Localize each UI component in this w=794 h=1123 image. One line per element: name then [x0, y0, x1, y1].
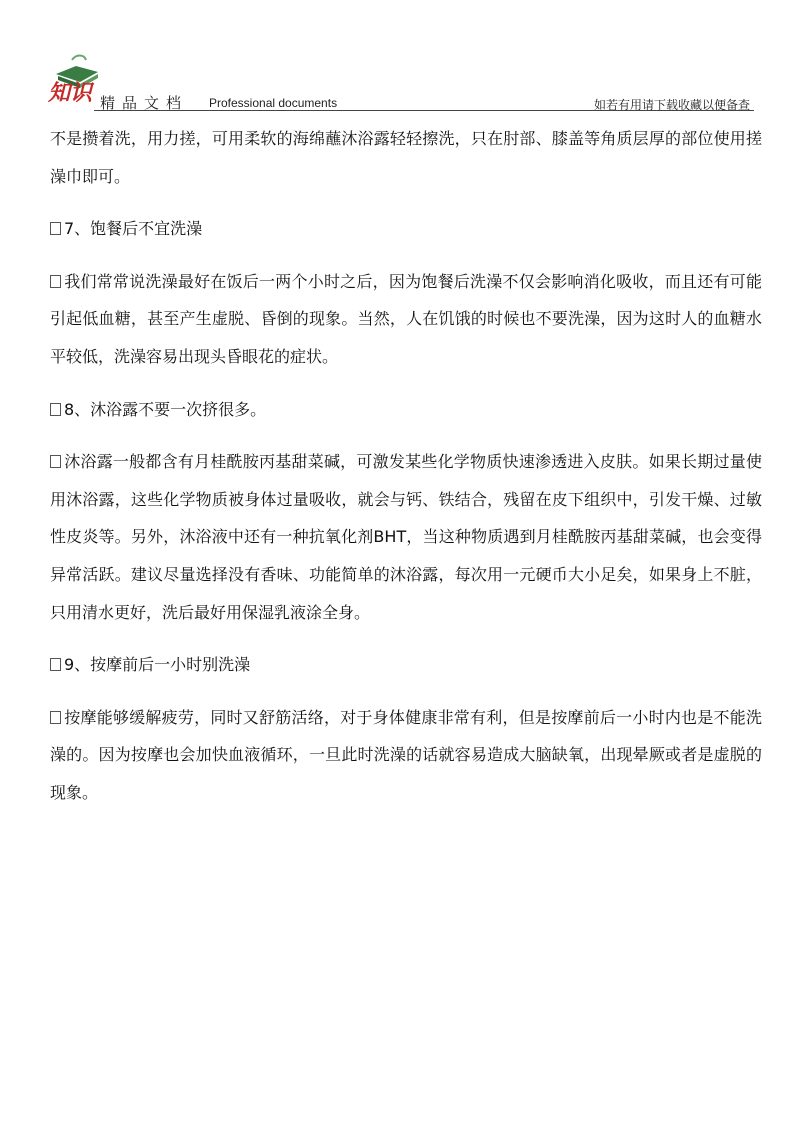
section-heading	[50, 646, 762, 684]
bullet-box-icon	[50, 403, 61, 416]
page-header	[40, 40, 754, 112]
document-body	[50, 120, 762, 827]
section-heading	[50, 391, 762, 429]
bullet-box-icon	[50, 275, 61, 288]
paragraph	[50, 120, 762, 195]
heading-text: 7、饱餐后不宜洗澡	[64, 219, 203, 239]
paragraph-text: 我们常常说洗澡最好在饭后一两个小时之后，因为饱餐后洗澡不仅会影响消化吸收，而且还有可能引起低血糖，甚至产生虚脱、昏倒的现象。当然，人在饥饿的时候也不要洗澡，因为这时人的血糖水平较低，洗澡容易出现头昏眼花的症状。	[50, 271, 762, 366]
logo-book-icon	[46, 52, 108, 104]
paragraph-text: 不是攒着洗，用力搓，可用柔软的海绵蘸沐浴露轻轻擦洗，只在肘部、膝盖等角质层厚的部位使用搓澡巾即可。	[50, 129, 762, 186]
brand-name: 精品文档	[100, 94, 189, 112]
paragraph	[50, 263, 762, 376]
heading-text: 8、沐浴露不要一次挤很多。	[64, 399, 267, 419]
paragraph	[50, 699, 762, 812]
bullet-box-icon	[50, 658, 61, 671]
logo-text: 知识	[48, 80, 93, 104]
bullet-box-icon	[50, 222, 61, 235]
paragraph	[50, 443, 762, 631]
brand-english: Professional documents	[209, 96, 338, 110]
section-heading	[50, 210, 762, 248]
heading-text: 9、按摩前后一小时别洗澡	[64, 655, 251, 675]
paragraph-text: 沐浴露一般都含有月桂酰胺丙基甜菜碱，可激发某些化学物质快速渗透进入皮肤。如果长期过量使用沐浴露，这些化学物质被身体过量吸收，就会与钙、铁结合，残留在皮下组织中，引发干燥、过敏性皮炎等。另外，沐浴液中还有一种抗氧化剂BHT，当这种物质遇到月桂酰胺丙基甜菜碱，也会变得异常活跃。建议尽量选择没有香味、功能简单的沐浴露，每次用一元硬币大小足矣，如果身上不脏，只用清水更好，洗后最好用保湿乳液涂全身。	[50, 452, 762, 622]
bullet-box-icon	[50, 455, 61, 468]
bullet-box-icon	[50, 711, 61, 724]
paragraph-text: 按摩能够缓解疲劳，同时又舒筋活络，对于身体健康非常有利，但是按摩前后一小时内也是不能洗澡的。因为按摩也会加快血液循环，一旦此时洗澡的话就容易造成大脑缺氧，出现晕厥或者是虚脱的现象。	[50, 707, 762, 802]
header-divider	[94, 110, 754, 111]
download-note: 如若有用请下载收藏以便备查	[593, 98, 750, 112]
